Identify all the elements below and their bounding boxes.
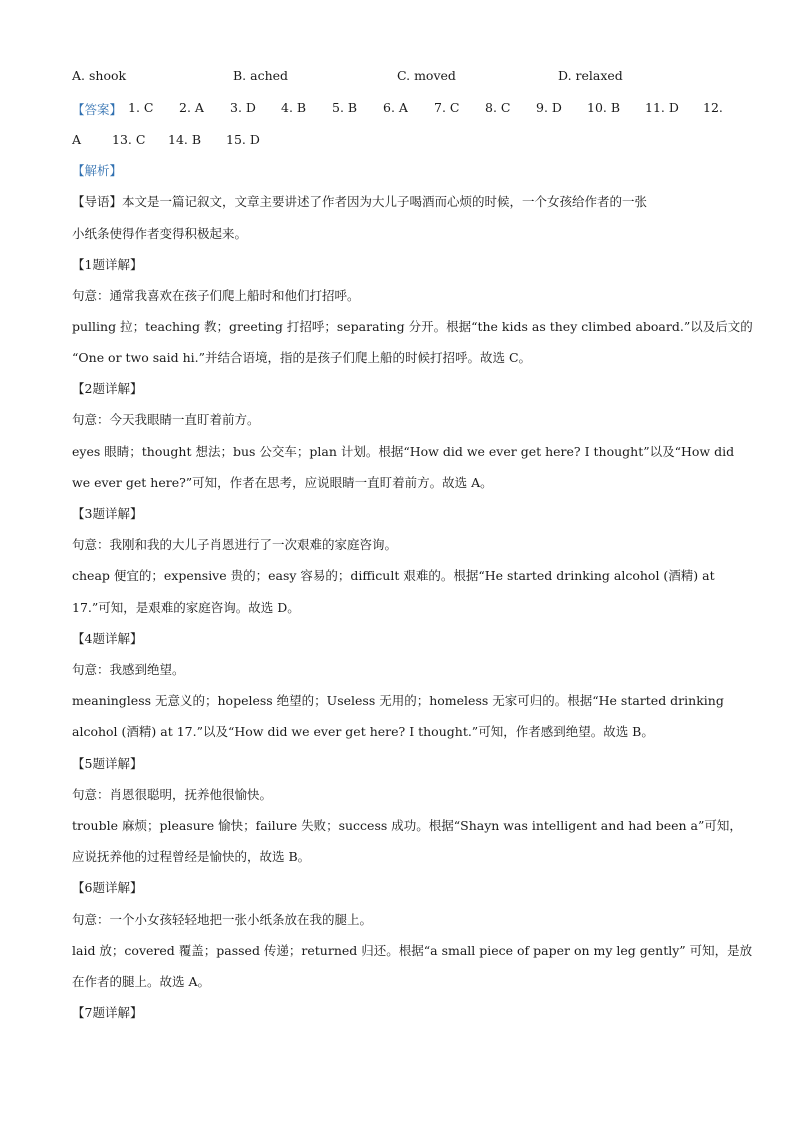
- answer-label: 【答案】: [72, 102, 123, 117]
- answer-item: 1. C: [128, 100, 154, 115]
- question-title: 【1题详解】: [72, 257, 143, 272]
- option-d: D. relaxed: [558, 68, 623, 83]
- sentence-meaning: 句意：我感到绝望。: [72, 662, 185, 677]
- sentence-meaning: 句意：肖恩很聪明，抚养他很愉快。: [72, 787, 273, 802]
- explanation-line: we ever get here?”可知，作者在思考，应说眼睛一直盯着前方。故选 A。: [72, 475, 493, 490]
- answer-item: 13. C: [112, 132, 146, 147]
- answer-item: 5. B: [332, 100, 358, 115]
- answer-item: 15. D: [226, 132, 260, 147]
- answer-item: 2. A: [179, 100, 204, 115]
- answer-item: 12.: [703, 100, 723, 115]
- explanation-line: cheap 便宜的；expensive 贵的；easy 容易的；difficult 艰难的。根据“He started drinking alcohol (酒精) at: [72, 568, 715, 583]
- answer-item: 10. B: [587, 100, 621, 115]
- guide-line: 小纸条使得作者变得积极起来。: [72, 226, 248, 241]
- option-b: B. ached: [233, 68, 289, 83]
- explanation-line: eyes 眼睛；thought 想法；bus 公交车；plan 计划。根据“How did we ever get here? I thought”以及“How did: [72, 444, 735, 459]
- question-title: 【2题详解】: [72, 381, 143, 396]
- sentence-meaning: 句意：通常我喜欢在孩子们爬上船时和他们打招呼。: [72, 288, 360, 303]
- explanation-line: pulling 拉；teaching 教；greeting 打招呼；separating 分开。根据“the kids as they climbed aboard.”以及后文的: [72, 319, 753, 334]
- explanation-line: “One or two said hi.”并结合语境，指的是孩子们爬上船的时候打招呼。故选 C。: [72, 350, 532, 365]
- answer-item: 6. A: [383, 100, 408, 115]
- explanation-line: 应说抚养他的过程曾经是愉快的，故选 B。: [72, 849, 311, 864]
- sentence-meaning: 句意：一个小女孩轻轻地把一张小纸条放在我的腿上。: [72, 912, 373, 927]
- answer-item: 14. B: [168, 132, 202, 147]
- explanation-line: alcohol (酒精) at 17.”以及“How did we ever get here? I thought.”可知，作者感到绝望。故选 B。: [72, 724, 654, 739]
- answer-item: A: [72, 132, 82, 147]
- question-title: 【7题详解】: [72, 1005, 143, 1020]
- sentence-meaning: 句意：今天我眼睛一直盯着前方。: [72, 412, 260, 427]
- answer-item: 4. B: [281, 100, 307, 115]
- explanation-line: laid 放；covered 覆盖；passed 传递；returned 归还。根据“a small piece of paper on my leg gently” 可知，是放: [72, 943, 753, 958]
- question-title: 【3题详解】: [72, 506, 143, 521]
- sentence-meaning: 句意：我刚和我的大儿子肖恩进行了一次艰难的家庭咨询。: [72, 537, 398, 552]
- question-title: 【4题详解】: [72, 631, 143, 646]
- question-title: 【6题详解】: [72, 880, 143, 895]
- answer-item: 11. D: [645, 100, 679, 115]
- question-title: 【5题详解】: [72, 756, 143, 771]
- option-c: C. moved: [397, 68, 456, 83]
- explanation-line: meaningless 无意义的；hopeless 绝望的；Useless 无用的；homeless 无家可归的。根据“He started drinking: [72, 693, 724, 708]
- answer-item: 9. D: [536, 100, 562, 115]
- answer-item: 8. C: [485, 100, 511, 115]
- analysis-label: 【解析】: [72, 163, 123, 178]
- explanation-line: trouble 麻烦；pleasure 愉快；failure 失败；success 成功。根据“Shayn was intelligent and had been a”可知，: [72, 818, 742, 833]
- option-a: A. shook: [72, 68, 127, 83]
- guide-line: 【导语】本文是一篇记叙文，文章主要讲述了作者因为大儿子喝酒而心烦的时候，一个女孩给作者的一张: [72, 194, 648, 209]
- explanation-line: 17.”可知，是艰难的家庭咨询。故选 D。: [72, 600, 300, 615]
- answer-item: 3. D: [230, 100, 256, 115]
- answer-item: 7. C: [434, 100, 460, 115]
- explanation-line: 在作者的腿上。故选 A。: [72, 974, 211, 989]
